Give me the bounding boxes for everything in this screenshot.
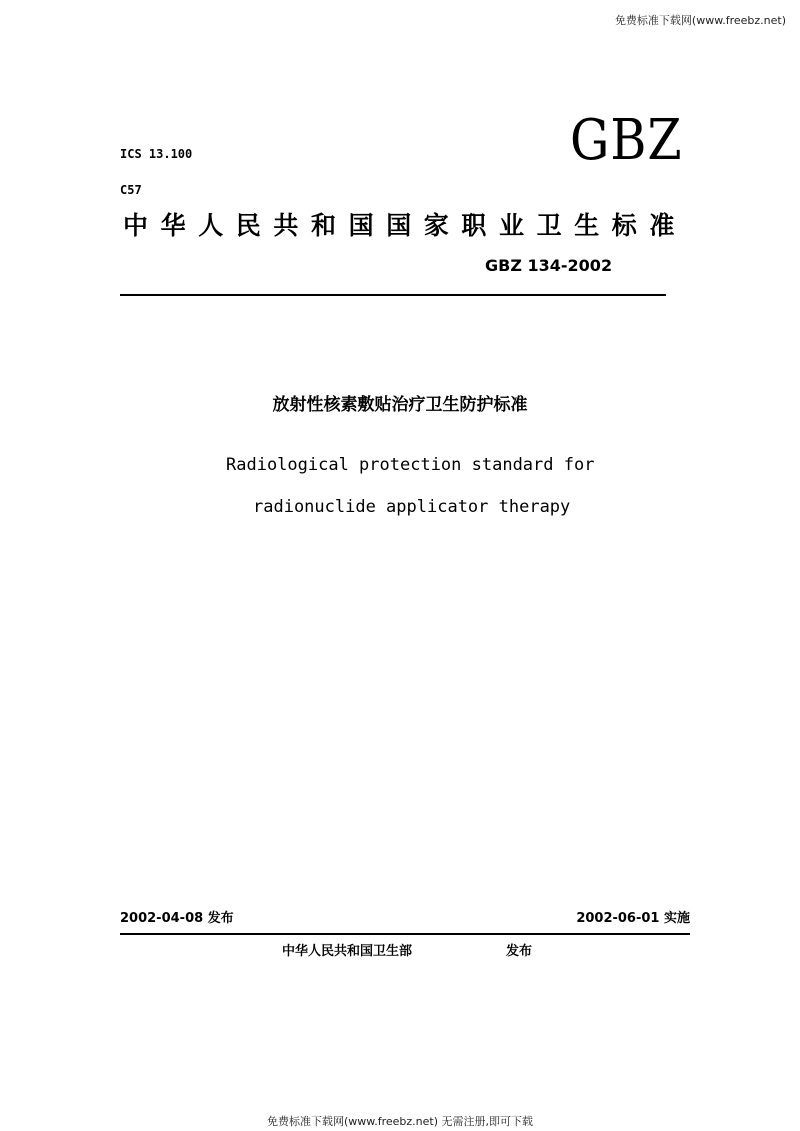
implementation-date: 2002-06-01 实施 <box>576 911 690 926</box>
footer-divider <box>120 933 690 935</box>
ics-code: ICS 13.100 <box>120 147 193 161</box>
publish-label: 发布 <box>506 944 533 959</box>
gbz-logo: GBZ <box>570 108 683 173</box>
standard-category-title: 中华人民共和国国家职业卫生标准 <box>123 211 688 240</box>
publisher-name: 中华人民共和国卫生部 <box>282 944 413 959</box>
classification-code: C57 <box>120 183 142 197</box>
header-divider <box>120 294 666 296</box>
issue-date: 2002-04-08 发布 <box>120 911 234 926</box>
footer-site-link[interactable]: 免费标准下载网(www.freebz.net) 无需注册,即可下载 <box>266 1115 534 1128</box>
header-site-link[interactable]: 免费标准下载网(www.freebz.net) <box>614 14 786 27</box>
standard-number: GBZ 134-2002 <box>485 256 613 275</box>
document-title-en-line1: Radiological protection standard for <box>226 455 595 475</box>
document-title-en-line2: radionuclide applicator therapy <box>253 497 571 517</box>
document-title-zh: 放射性核素敷贴治疗卫生防护标准 <box>272 395 528 415</box>
